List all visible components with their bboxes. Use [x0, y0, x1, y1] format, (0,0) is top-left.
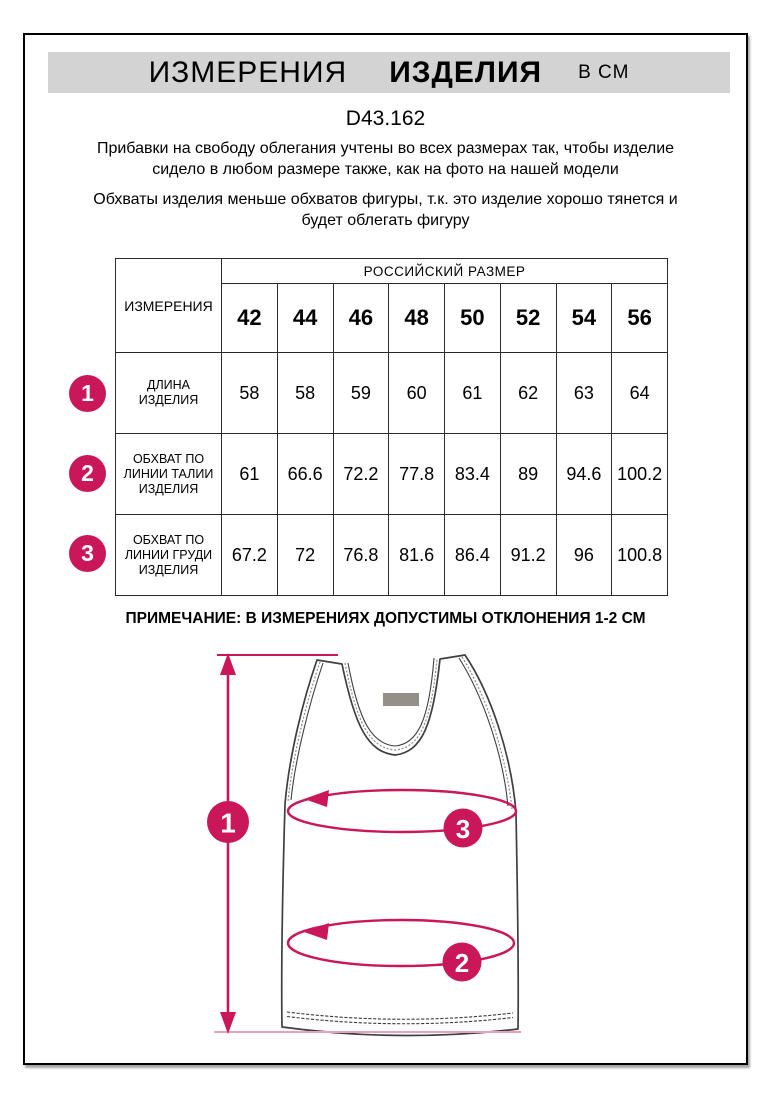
intro-paragraph-stretch: Обхваты изделия меньше обхватов фигуры, т.к. это изделие хорошо тянется и будет облегать фигуру — [93, 191, 678, 229]
page-title-product: ИЗДЕЛИЯ — [389, 55, 543, 89]
cell-value: 83.4 — [445, 434, 501, 515]
size-50: 50 — [445, 284, 501, 353]
title-unit: В СМ — [578, 61, 630, 83]
cell-value: 100.2 — [612, 434, 668, 515]
table-row-waist-girth — [116, 434, 668, 515]
size-table-zone — [81, 258, 668, 596]
cell-value: 58 — [277, 353, 333, 434]
diagram-marker-1: 1 — [220, 807, 236, 839]
cell-value: 77.8 — [389, 434, 445, 515]
cell-value: 94.6 — [556, 434, 612, 515]
intro-paragraph-fit: Прибавки на свободу облегания учтены во всех размерах так, чтобы изделие сидело в любом размере также, как на фото на нашей модели — [96, 140, 675, 178]
cell-value: 86.4 — [445, 515, 501, 596]
cell-value: 96 — [556, 515, 612, 596]
size-44: 44 — [277, 284, 333, 353]
tank-top-drawing — [205, 642, 565, 1042]
row-label: ОБХВАТ ПО ЛИНИИ ГРУДИ ИЗДЕЛИЯ — [116, 515, 222, 596]
tolerance-note: ПРИМЕЧАНИЕ: В ИЗМЕРЕНИЯХ ДОПУСТИМЫ ОТКЛОНЕНИЯ 1-2 СМ — [125, 610, 646, 627]
page-border — [23, 33, 748, 1065]
page-title: ИЗМЕРЕНИЯ — [148, 55, 348, 89]
size-42: 42 — [222, 284, 278, 353]
length-arrowhead-up — [220, 653, 236, 675]
title-band — [48, 52, 730, 93]
cell-value: 60 — [389, 353, 445, 434]
row-label: ДЛИНА ИЗДЕЛИЯ — [116, 353, 222, 434]
cell-value: 61 — [445, 353, 501, 434]
cell-value: 67.2 — [222, 515, 278, 596]
table-row-chest-girth — [116, 515, 668, 596]
cell-value: 81.6 — [389, 515, 445, 596]
marker-1-badge: 1 — [69, 375, 106, 412]
size-48: 48 — [389, 284, 445, 353]
column-header-russian-size: РОССИЙСКИЙ РАЗМЕР — [222, 259, 668, 284]
cell-value: 63 — [556, 353, 612, 434]
product-code: D43.162 — [345, 107, 426, 130]
length-arrowhead-down — [220, 1012, 236, 1034]
cell-value: 61 — [222, 434, 278, 515]
size-46: 46 — [333, 284, 389, 353]
size-54: 54 — [556, 284, 612, 353]
cell-value: 72.2 — [333, 434, 389, 515]
marker-3-badge: 3 — [69, 535, 106, 572]
size-table — [115, 258, 668, 596]
size-56: 56 — [612, 284, 668, 353]
size-52: 52 — [500, 284, 556, 353]
cell-value: 64 — [612, 353, 668, 434]
cell-value: 72 — [277, 515, 333, 596]
diagram-marker-3: 3 — [455, 814, 471, 844]
row-label: ОБХВАТ ПО ЛИНИИ ТАЛИИ ИЗДЕЛИЯ — [116, 434, 222, 515]
cell-value: 91.2 — [500, 515, 556, 596]
marker-2-badge: 2 — [69, 455, 106, 492]
cell-value: 100.8 — [612, 515, 668, 596]
cell-value: 58 — [222, 353, 278, 434]
cell-value: 62 — [500, 353, 556, 434]
cell-value: 76.8 — [333, 515, 389, 596]
cell-value: 59 — [333, 353, 389, 434]
garment-outline — [282, 655, 519, 1036]
garment-label — [383, 693, 419, 706]
cell-value: 66.6 — [277, 434, 333, 515]
cell-value: 89 — [500, 434, 556, 515]
column-header-measurements: ИЗМЕРЕНИЯ — [116, 259, 222, 353]
table-row-length — [116, 353, 668, 434]
intro-text — [85, 138, 686, 240]
diagram-marker-2: 2 — [454, 948, 470, 978]
